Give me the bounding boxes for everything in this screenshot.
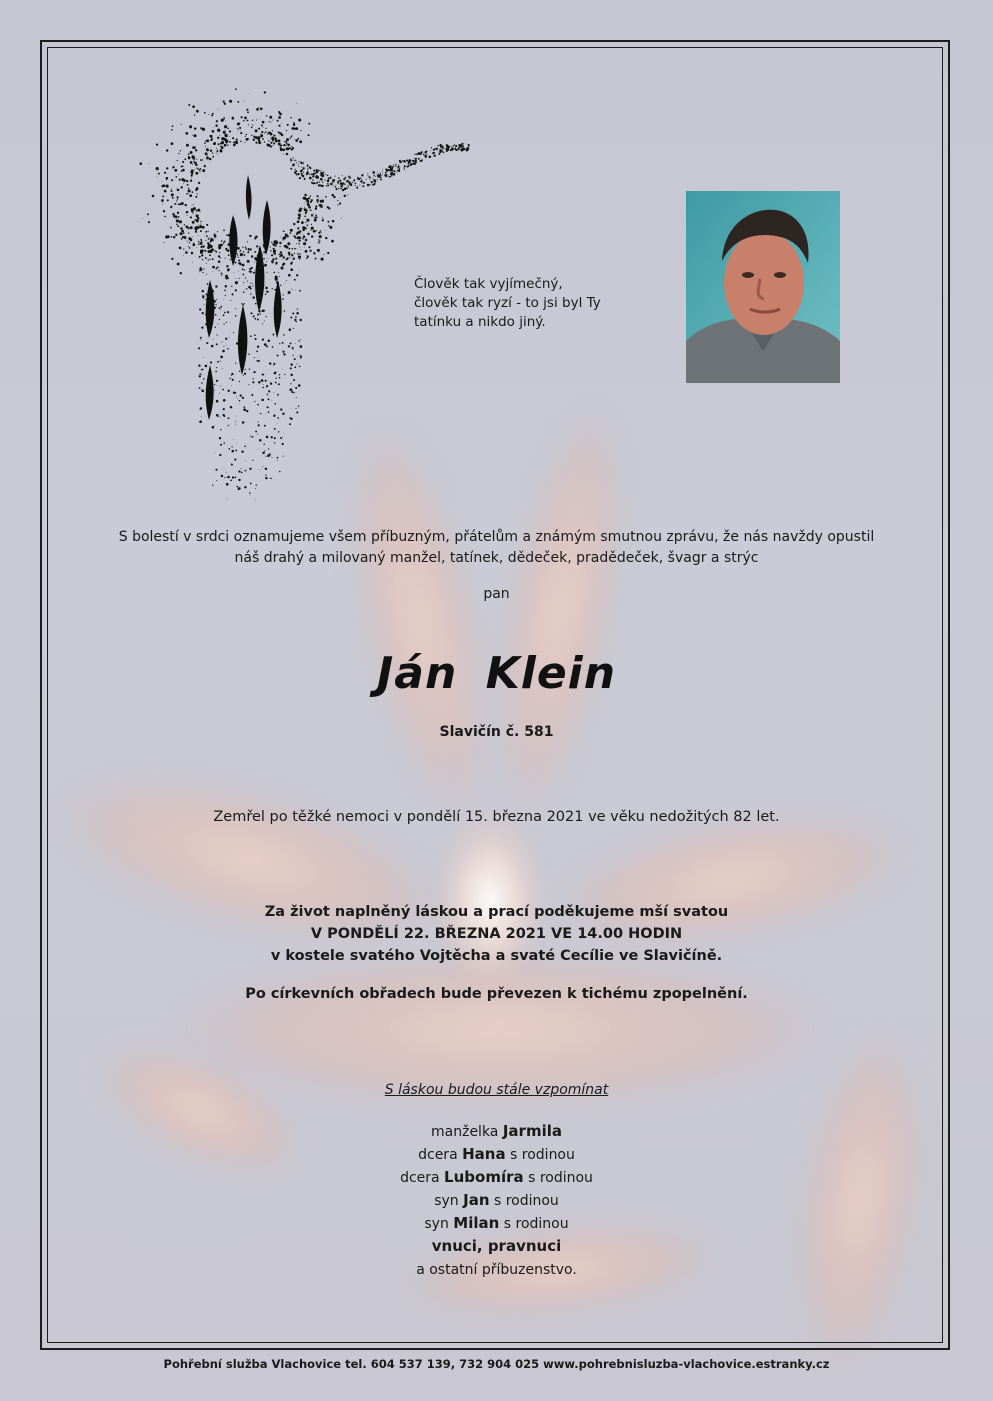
mourner-name: Jan: [463, 1191, 490, 1209]
verse-line-3: tatínku a nikdo jiný.: [414, 314, 546, 330]
verse-line-1: Člověk tak vyjímečný,: [414, 276, 563, 292]
mourner-relation: syn: [424, 1216, 454, 1232]
announcement-text: [60, 527, 933, 569]
mourner-relation: dcera: [400, 1170, 445, 1186]
memorial-verse: [414, 275, 654, 332]
mourner-name: vnuci, pravnuci: [431, 1237, 562, 1255]
mourner-suffix: s rodinou: [489, 1193, 559, 1209]
mourner-name: Jarmila: [502, 1122, 562, 1140]
mourner-relation: syn: [434, 1193, 464, 1209]
funeral-service-footer: Pohřební služba Vlachovice tel. 604 537 139, 732 904 025 www.pohrebnisluzba-vlachovice.estranky.cz: [163, 1357, 830, 1371]
mourner-name: Hana: [462, 1145, 506, 1163]
announcement-line-1: S bolestí v srdci oznamujeme všem příbuzným, přátelům a známým smutnou zprávu, že nás navždy opustil: [118, 529, 875, 545]
mourner-row: [60, 1212, 933, 1235]
mourner-row: [60, 1258, 933, 1281]
funeral-details: [60, 901, 933, 967]
mourner-relation: manželka: [431, 1124, 503, 1140]
deceased-portrait-photo: [686, 191, 840, 383]
mourner-row: [60, 1189, 933, 1212]
mourner-relation: a ostatní příbuzenstvo.: [416, 1262, 577, 1278]
mourner-relation: dcera: [418, 1147, 463, 1163]
funeral-line-2: V PONDĚLÍ 22. BŘEZNA 2021 VE 14.00 HODIN: [310, 926, 683, 942]
mourner-row: [60, 1235, 933, 1258]
mourner-row: [60, 1143, 933, 1166]
mourner-name: Lubomíra: [444, 1168, 524, 1186]
deceased-address: Slavičín č. 581: [439, 724, 554, 740]
verse-line-2: člověk tak ryzí - to jsi byl Ty: [414, 295, 601, 311]
funeral-line-1: Za život naplněný láskou a prací poděkujeme mší svatou: [264, 904, 729, 920]
mourner-suffix: s rodinou: [499, 1216, 569, 1232]
deceased-last-name: Klein: [485, 648, 617, 699]
mourner-suffix: s rodinou: [505, 1147, 575, 1163]
mourners-list: [60, 1120, 933, 1281]
title-word: pan: [483, 586, 510, 602]
funeral-line-3: v kostele svatého Vojtěcha a svaté Cecílie ve Slavičíně.: [270, 948, 723, 964]
mourner-row: [60, 1166, 933, 1189]
cremation-note: Po církevních obřadech bude převezen k tichému zpopelnění.: [245, 986, 748, 1002]
death-notice: Zemřel po těžké nemoci v pondělí 15. března 2021 ve věku nedožitých 82 let.: [213, 809, 780, 825]
deceased-name: [60, 648, 933, 699]
mourner-suffix: s rodinou: [523, 1170, 593, 1186]
deceased-first-name: Ján: [376, 648, 458, 699]
mourner-row: [60, 1120, 933, 1143]
announcement-line-2: náš drahý a milovaný manžel, tatínek, dědeček, pradědeček, švagr a strýc: [234, 550, 759, 566]
remember-heading: S láskou budou stále vzpomínat: [384, 1082, 609, 1098]
mourner-name: Milan: [453, 1214, 500, 1232]
